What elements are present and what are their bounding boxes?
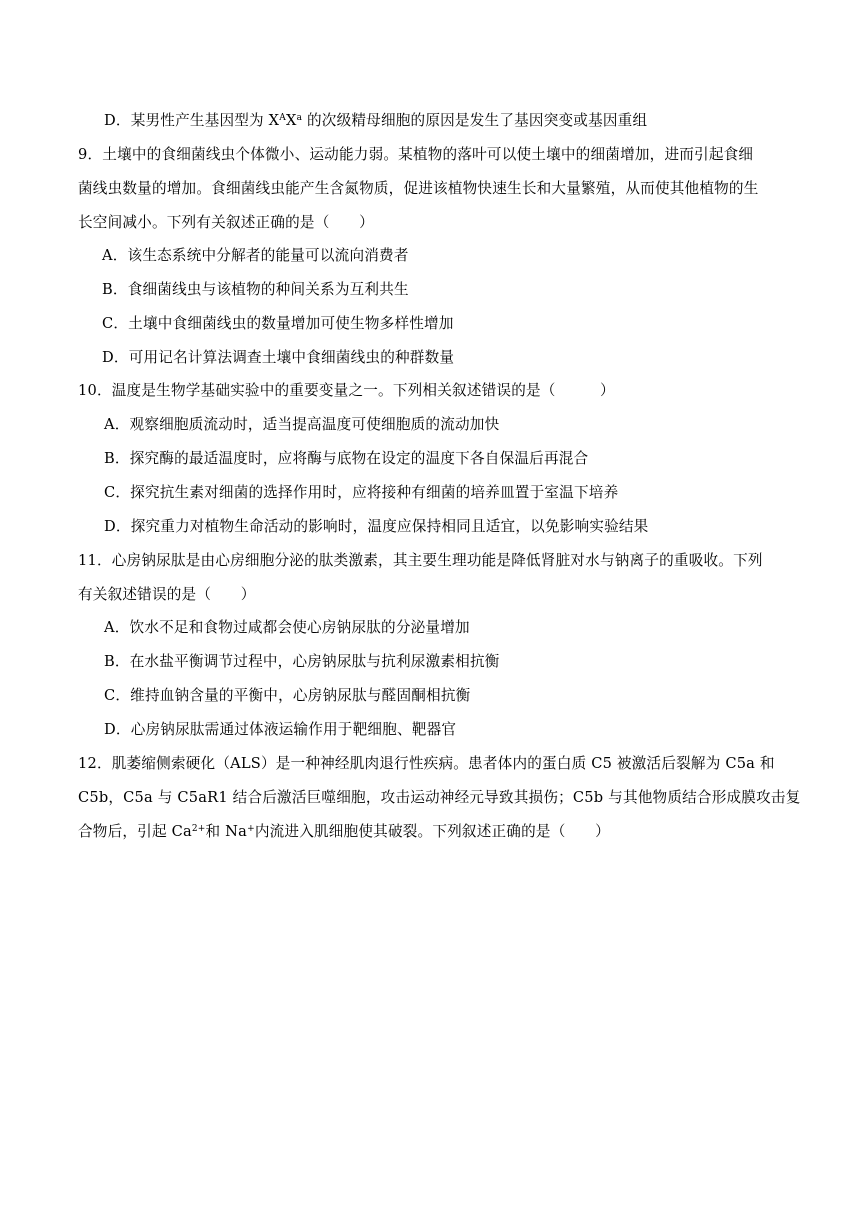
q11-stem-line2: 有关叙述错误的是（ ）	[78, 586, 256, 603]
q10-option-a: A．观察细胞质流动时，适当提高温度可使细胞质的流动加快	[104, 416, 500, 433]
q11-option-a: A．饮水不足和食物过咸都会使心房钠尿肽的分泌量增加	[104, 619, 470, 636]
q12-stem-line3	[78, 822, 610, 842]
q11-option-d: D．心房钠尿肽需通过体液运输作用于靶细胞、靶器官	[104, 721, 457, 738]
q11-stem-line1: 11．心房钠尿肽是由心房细胞分泌的肽类激素，其主要生理功能是降低肾脏对水与钠离子的重吸收。下列	[78, 552, 763, 569]
q10-option-d: D．探究重力对植物生命活动的影响时，温度应保持相同且适宜，以免影响实验结果	[104, 518, 649, 535]
q11-option-b: B．在水盐平衡调节过程中，心房钠尿肽与抗利尿激素相抗衡	[104, 653, 500, 670]
q12-stem-line1: 12．肌萎缩侧索硬化（ALS）是一种神经肌肉退行性疾病。患者体内的蛋白质 C5 被激活后裂解为 C5a 和	[78, 755, 775, 772]
q10-stem-line1: 10．温度是生物学基础实验中的重要变量之一。下列相关叙述错误的是（ ）	[78, 382, 615, 399]
q9-option-c: C．土壤中食细菌线虫的数量增加可使生物多样性增加	[102, 315, 454, 332]
q8-option-d-sup1: A	[279, 113, 286, 123]
q8-option-d	[104, 111, 647, 131]
q11-option-c: C．维持血钠含量的平衡中，心房钠尿肽与醛固酮相抗衡	[104, 687, 471, 704]
q9-stem-line2: 菌线虫数量的增加。食细菌线虫能产生含氮物质，促进该植物快速生长和大量繁殖，从而使其他植物的生	[78, 180, 759, 197]
q8-option-d-mid: X	[285, 112, 297, 129]
q12-stem-line2: C5b，C5a 与 C5aR1 结合后激活巨噬细胞，攻击运动神经元导致其损伤；C5b 与其他物质结合形成膜攻击复	[78, 789, 801, 806]
q9-option-b: B．食细菌线虫与该植物的种间关系为互利共生	[102, 281, 409, 298]
q9-option-d: D．可用记名计算法调查土壤中食细菌线虫的种群数量	[102, 349, 455, 366]
q10-option-b: B．探究酶的最适温度时，应将酶与底物在设定的温度下各自保温后再混合	[104, 450, 589, 467]
q12-stem-line3-mid: 和 Na	[205, 823, 248, 840]
q9-stem-line3: 长空间减小。下列有关叙述正确的是（ ）	[78, 214, 374, 231]
q10-option-c: C．探究抗生素对细菌的选择作用时，应将接种有细菌的培养皿置于室温下培养	[104, 484, 619, 501]
q9-stem-line1: 9．土壤中的食细菌线虫个体微小、运动能力弱。某植物的落叶可以使土壤中的细菌增加，进而引起食细	[78, 146, 754, 163]
q12-stem-line3-suffix: 内流进入肌细胞使其破裂。下列叙述正确的是（ ）	[254, 823, 610, 840]
q8-option-d-prefix: D．某男性产生基因型为 X	[104, 112, 280, 129]
q12-na-charge: +	[247, 824, 255, 834]
q12-ca-charge: 2+	[191, 824, 206, 834]
q12-stem-line3-prefix: 合物后，引起 Ca	[78, 823, 192, 840]
q8-option-d-suffix: 的次级精母细胞的原因是发生了基因突变或基因重组	[302, 112, 648, 129]
q8-option-d-sup2: a	[296, 113, 303, 123]
q9-option-a: A．该生态系统中分解者的能量可以流向消费者	[102, 247, 409, 264]
